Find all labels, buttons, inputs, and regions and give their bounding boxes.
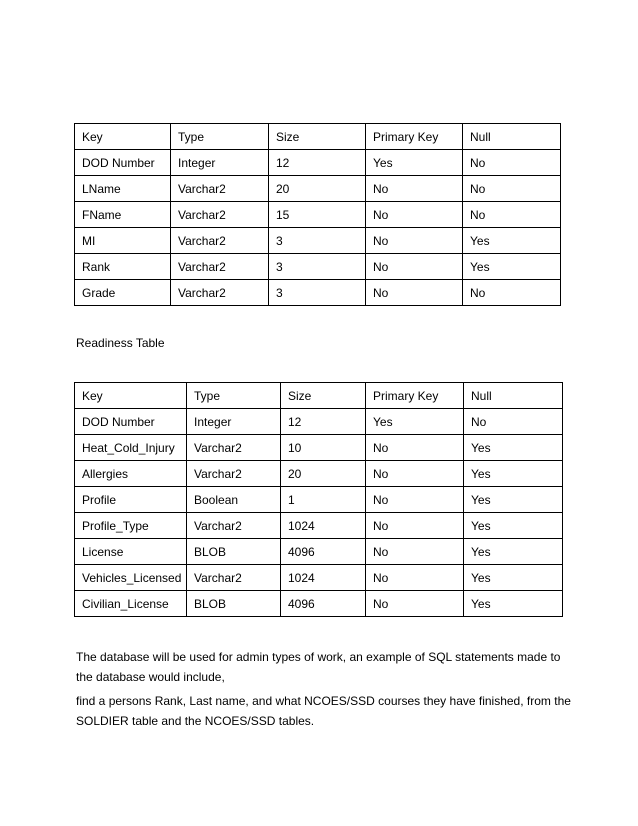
table-cell: DOD Number <box>75 150 171 176</box>
table-cell: No <box>366 254 463 280</box>
table-cell: 1024 <box>281 565 366 591</box>
table-cell: Yes <box>464 487 563 513</box>
table-row <box>75 280 561 306</box>
table-cell: 3 <box>269 254 366 280</box>
table-cell: Grade <box>75 280 171 306</box>
table-cell: LName <box>75 176 171 202</box>
table-cell: No <box>366 487 464 513</box>
table-cell: 4096 <box>281 591 366 617</box>
table-cell: Integer <box>171 150 269 176</box>
table-cell: Yes <box>464 513 563 539</box>
table-cell: 20 <box>269 176 366 202</box>
table-cell: Yes <box>463 228 561 254</box>
table-cell: Varchar2 <box>187 435 281 461</box>
header-cell: Primary Key <box>366 383 464 409</box>
table-cell: Yes <box>464 565 563 591</box>
table-cell: No <box>366 435 464 461</box>
table-cell: Civilian_License <box>75 591 187 617</box>
table-cell: No <box>463 150 561 176</box>
table-cell: No <box>463 280 561 306</box>
table-cell: No <box>464 409 563 435</box>
table-cell: Yes <box>366 409 464 435</box>
table-row <box>75 435 563 461</box>
table-row <box>75 150 561 176</box>
table-cell: 12 <box>269 150 366 176</box>
table-cell: No <box>366 280 463 306</box>
table-cell: Yes <box>464 539 563 565</box>
table-cell: Profile <box>75 487 187 513</box>
table-cell: No <box>366 513 464 539</box>
table-row <box>75 176 561 202</box>
table-row <box>75 487 563 513</box>
header-cell: Primary Key <box>366 124 463 150</box>
table-cell: Varchar2 <box>171 228 269 254</box>
table-cell: No <box>366 591 464 617</box>
table-cell: Heat_Cold_Injury <box>75 435 187 461</box>
table-cell: No <box>366 176 463 202</box>
header-cell: Key <box>75 383 187 409</box>
table-row <box>75 254 561 280</box>
table-row <box>75 461 563 487</box>
table-cell: Boolean <box>187 487 281 513</box>
table-cell: Varchar2 <box>171 202 269 228</box>
table-cell: Profile_Type <box>75 513 187 539</box>
table-cell: No <box>366 202 463 228</box>
soldier-table <box>74 123 561 306</box>
table-header-row <box>75 383 563 409</box>
table-cell: 12 <box>281 409 366 435</box>
table-header-row <box>75 124 561 150</box>
table-cell: 4096 <box>281 539 366 565</box>
table-cell: Varchar2 <box>171 254 269 280</box>
table-cell: Varchar2 <box>171 280 269 306</box>
header-cell: Key <box>75 124 171 150</box>
readiness-table <box>74 382 563 617</box>
header-cell: Size <box>281 383 366 409</box>
table-cell: License <box>75 539 187 565</box>
header-cell: Size <box>269 124 366 150</box>
table-cell: Rank <box>75 254 171 280</box>
body-paragraph: find a persons Rank, Last name, and what NCOES/SSD courses they have finished, from the SOLDIER table and the NCOES/SSD tables. <box>76 694 571 728</box>
table-cell: Varchar2 <box>187 461 281 487</box>
table-cell: No <box>366 565 464 591</box>
table-cell: Yes <box>366 150 463 176</box>
table-row <box>75 202 561 228</box>
table-row <box>75 565 563 591</box>
table-cell: No <box>366 539 464 565</box>
table-cell: BLOB <box>187 591 281 617</box>
header-cell: Type <box>187 383 281 409</box>
table-cell: 10 <box>281 435 366 461</box>
header-cell: Null <box>464 383 563 409</box>
table-cell: Varchar2 <box>187 565 281 591</box>
table-cell: 3 <box>269 280 366 306</box>
table-cell: Varchar2 <box>187 513 281 539</box>
table-cell: FName <box>75 202 171 228</box>
table-cell: Integer <box>187 409 281 435</box>
table-cell: No <box>463 176 561 202</box>
table-cell: No <box>463 202 561 228</box>
table-row <box>75 409 563 435</box>
body-paragraph: The database will be used for admin types of work, an example of SQL statements made to the database would include, <box>76 650 561 684</box>
table-cell: 1024 <box>281 513 366 539</box>
table-row <box>75 539 563 565</box>
readiness-table-caption: Readiness Table <box>76 336 165 350</box>
table-cell: Varchar2 <box>171 176 269 202</box>
table-cell: No <box>366 228 463 254</box>
table-cell: No <box>366 461 464 487</box>
table-cell: Vehicles_Licensed <box>75 565 187 591</box>
table-row <box>75 591 563 617</box>
header-cell: Type <box>171 124 269 150</box>
table-cell: Yes <box>464 591 563 617</box>
table-cell: BLOB <box>187 539 281 565</box>
table-row <box>75 228 561 254</box>
header-cell: Null <box>463 124 561 150</box>
table-row <box>75 513 563 539</box>
table-cell: Yes <box>463 254 561 280</box>
table-cell: Yes <box>464 435 563 461</box>
table-cell: MI <box>75 228 171 254</box>
table-cell: Yes <box>464 461 563 487</box>
table-cell: 15 <box>269 202 366 228</box>
table-cell: 1 <box>281 487 366 513</box>
table-cell: Allergies <box>75 461 187 487</box>
table-cell: DOD Number <box>75 409 187 435</box>
table-cell: 20 <box>281 461 366 487</box>
table-cell: 3 <box>269 228 366 254</box>
